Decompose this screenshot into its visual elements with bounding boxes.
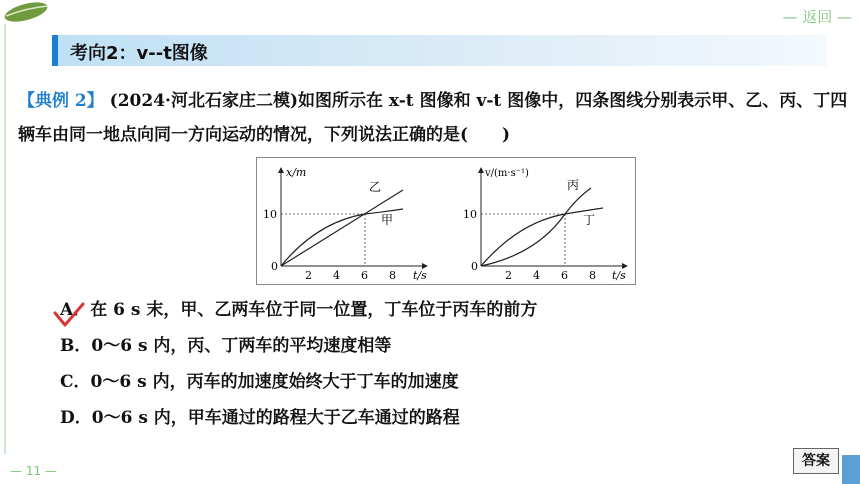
page-number: — 11 —	[10, 464, 57, 478]
question-tag: 【典例 2】	[18, 91, 104, 111]
section-title: 考向2：v--t图像	[70, 43, 208, 64]
vt-xlabel: t/s	[612, 269, 626, 282]
back-link[interactable]: — 返回 —	[782, 8, 852, 26]
option-c[interactable]: C．0～6 s 内，丙车的加速度始终大于丁车的加速度	[60, 372, 459, 392]
option-d[interactable]: D．0～6 s 内，甲车通过的路程大于乙车通过的路程	[60, 408, 460, 428]
vt-ylabel: v/(m·s⁻¹)	[485, 168, 529, 179]
checkmark-icon	[52, 301, 86, 329]
question-stem: 如图所示在 x-t 图像和 v-t 图像中，四条图线分别表示甲、乙、丙、丁四辆车由同一地点向同一方向运动的情况，下列说法正确的是( )	[18, 91, 848, 145]
xt-graph	[263, 166, 427, 282]
vt-xtick-6: 6	[561, 269, 568, 282]
xt-xtick-6: 6	[361, 269, 368, 282]
vt-label-bing: 丙	[567, 178, 580, 192]
vt-label-ding: 丁	[583, 213, 596, 227]
xt-label-jia: 甲	[381, 213, 394, 227]
vt-xtick-4: 4	[533, 269, 540, 282]
corner-decoration	[842, 455, 860, 484]
xt-label-yi: 乙	[369, 180, 382, 194]
options-list	[60, 292, 537, 436]
question-text	[18, 84, 848, 152]
leaf-decoration-icon	[0, 0, 52, 24]
yi-line	[281, 190, 403, 266]
answer-button[interactable]: 答案	[793, 448, 839, 474]
section-header	[52, 35, 827, 66]
xt-xtick-8: 8	[389, 269, 396, 282]
question-source: (2024·河北石家庄二模)	[109, 91, 298, 111]
left-border-line	[4, 24, 6, 454]
xt-ytick: 10	[263, 208, 277, 221]
vt-graph	[463, 168, 627, 282]
xt-origin: 0	[271, 260, 278, 273]
xt-xtick-4: 4	[333, 269, 340, 282]
section-accent	[52, 35, 58, 66]
vt-xtick-8: 8	[589, 269, 596, 282]
vt-origin: 0	[471, 260, 478, 273]
option-a[interactable]: A．在 6 s 末，甲、乙两车位于同一位置，丁车位于丙车的前方	[60, 300, 538, 320]
vt-ytick: 10	[463, 208, 477, 221]
xt-ylabel: x/m	[286, 166, 307, 179]
xt-xlabel: t/s	[413, 269, 427, 282]
bing-curve	[481, 188, 591, 266]
graph-figure	[256, 157, 636, 285]
option-b[interactable]: B．0～6 s 内，丙、丁两车的平均速度相等	[60, 336, 392, 356]
vt-xtick-2: 2	[505, 269, 512, 282]
xt-xtick-2: 2	[305, 269, 312, 282]
